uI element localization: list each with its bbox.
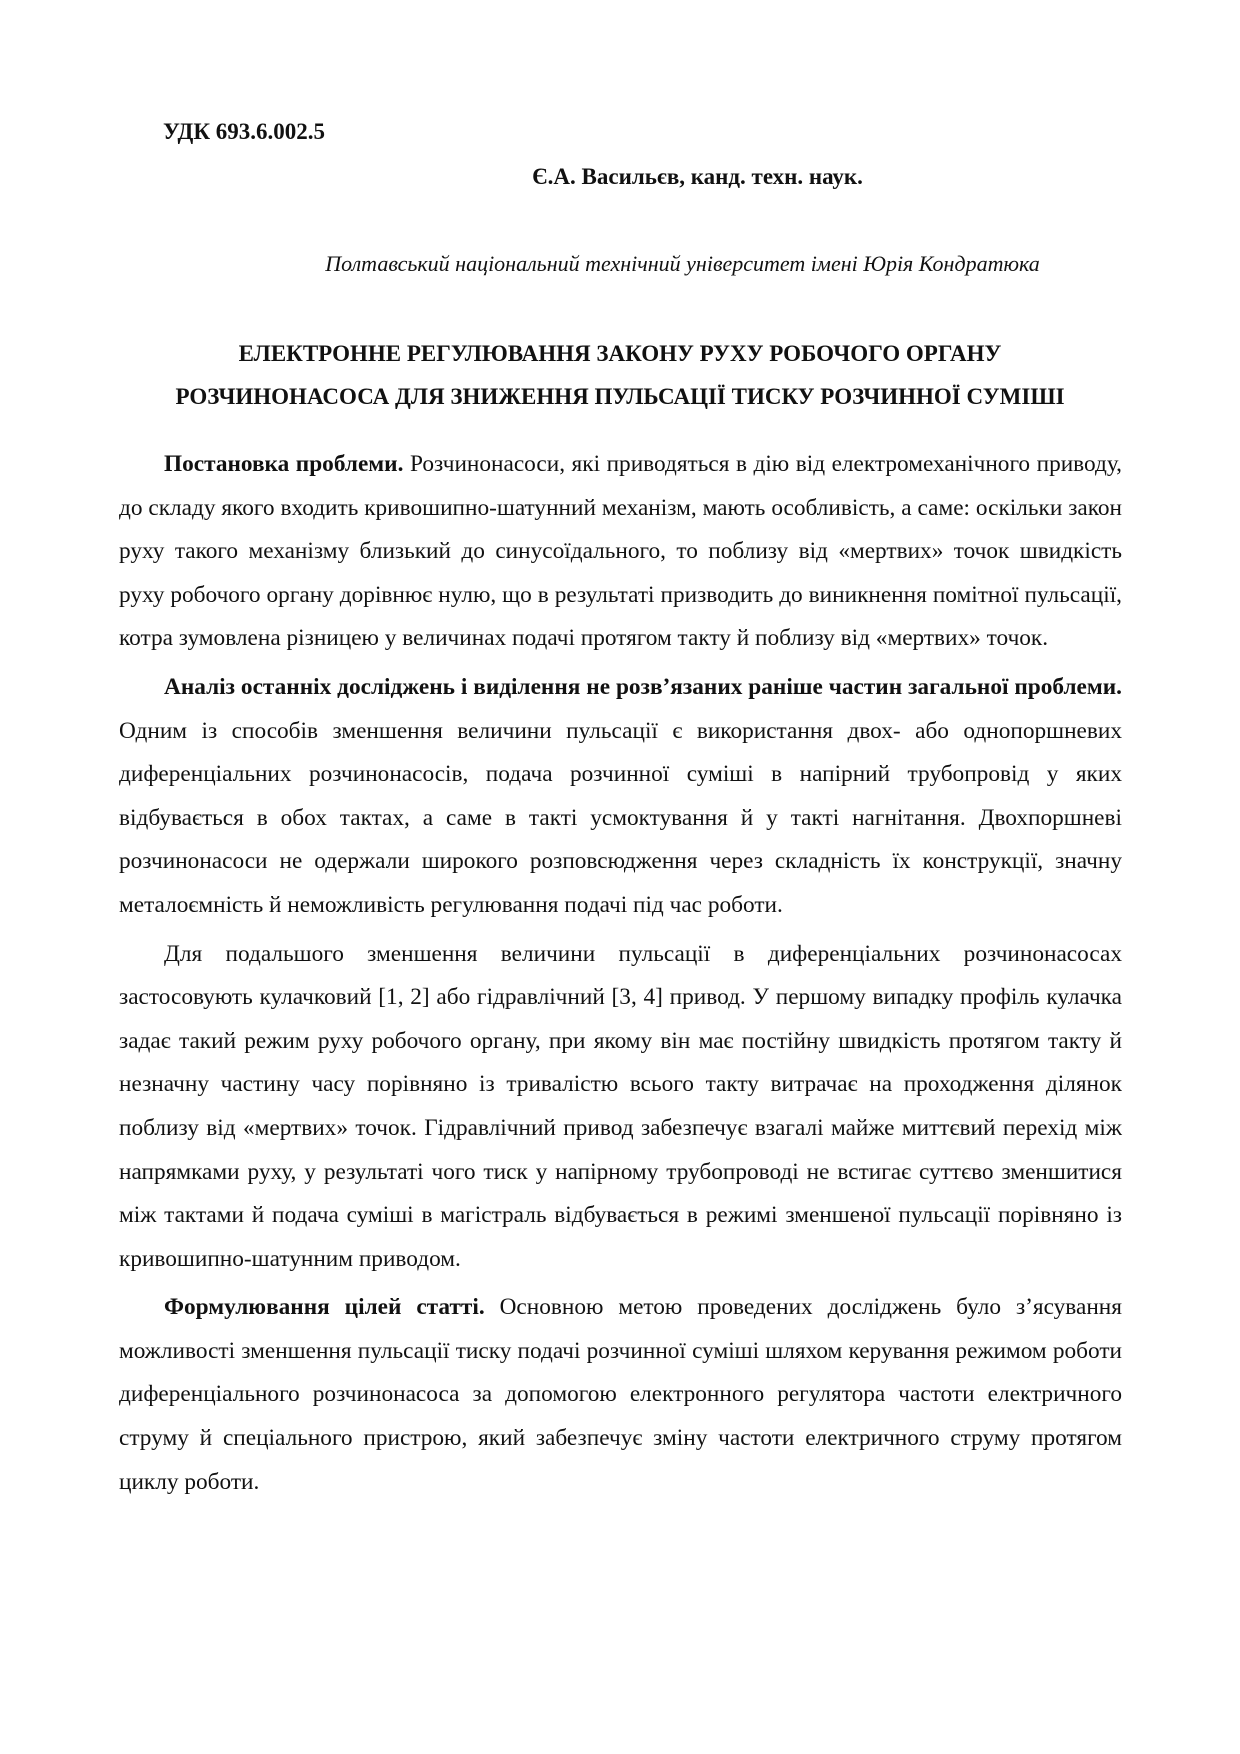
paragraph-goals <box>119 1286 1122 1504</box>
paragraph-lead: Аналіз останніх досліджень і виділення не розв’язаних раніше частин загальної проблеми. <box>164 673 1122 700</box>
paragraph-text: Одним із способів зменшення величини пульсації є використання двох- або однопоршневих диференціальних розчинонасосів, подача розчинної суміші в напірний трубопровід у яких відбувається в обох тактах, а саме в такті усмоктування й у такті нагнітання. Двохпоршневі розчинонасоси не одержали широкого розповсюдження через складність їх конструкції, значну металоємність й неможливість регулювання подачі під час роботи. <box>119 717 1122 918</box>
affiliation: Полтавський національний технічний університет імені Юрія Кондратюка <box>325 251 1040 276</box>
udk-code: УДК 693.6.002.5 <box>163 119 326 144</box>
paragraph-lead: Формулювання цілей статті. <box>164 1294 485 1321</box>
paragraph-text: Для подальшого зменшення величини пульсації в диференціальних розчинонасосах застосовують кулачковий [1, 2] або гідравлічний [3, 4] привод. У першому випадку профіль кулачка задає такий режим руху робочого органу, при якому він має постійну швидкість протягом такту й незначну частину часу порівняно із тривалістю всього такту витрачає на проходження ділянок поблизу від «мертвих» точок. Гідравлічний привод забезпечує взагалі майже миттєвий перехід між напрямками руху, у результаті чого тиск у напірному трубопроводі не встигає суттєво зменшитися між тактами й подача суміші в магістраль відбувається в режимі зменшеної пульсації порівняно із кривошипно-шатунним приводом. <box>119 940 1122 1272</box>
title-line-2: РОЗЧИНОНАСОСА ДЛЯ ЗНИЖЕННЯ ПУЛЬСАЦІЇ ТИСКУ РОЗЧИННОЇ СУМІШІ <box>175 384 1065 409</box>
paragraph-literature-analysis <box>119 666 1122 928</box>
article-body <box>119 443 1122 1509</box>
paragraph-text: Розчинонасоси, які приводяться в дію від електромеханічного приводу, до складу якого входить кривошипно-шатунний механізм, мають особливість, а саме: оскільки закон руху такого механізму близький до синусоїдального, то поблизу від «мертвих» точок швидкість руху робочого органу дорівнює нулю, що в результаті призводить до виникнення помітної пульсації, котра зумовлена різницею у величинах подачі протягом такту й поблизу від «мертвих» точок. <box>119 451 1122 652</box>
paragraph-lead: Постановка проблеми. <box>164 451 404 477</box>
title-line-1: ЕЛЕКТРОННЕ РЕГУЛЮВАННЯ ЗАКОНУ РУХУ РОБОЧОГО ОРГАНУ <box>238 341 1002 366</box>
paragraph-text: Основною метою проведених досліджень було з’ясування можливості зменшення пульсації тиску подачі розчинної суміші шляхом керування режимом роботи диференціального розчинонасоса за допомогою електронного регулятора частоти електричного струму й спеціального пристрою, який забезпечує зміну частоти електричного струму протягом циклу роботи. <box>119 1294 1122 1495</box>
article-title <box>120 332 1120 418</box>
paragraph-problem-statement <box>119 443 1122 661</box>
paragraph-drive-types <box>119 933 1122 1282</box>
author-line: Є.А. Васильєв, канд. техн. наук. <box>532 164 863 189</box>
